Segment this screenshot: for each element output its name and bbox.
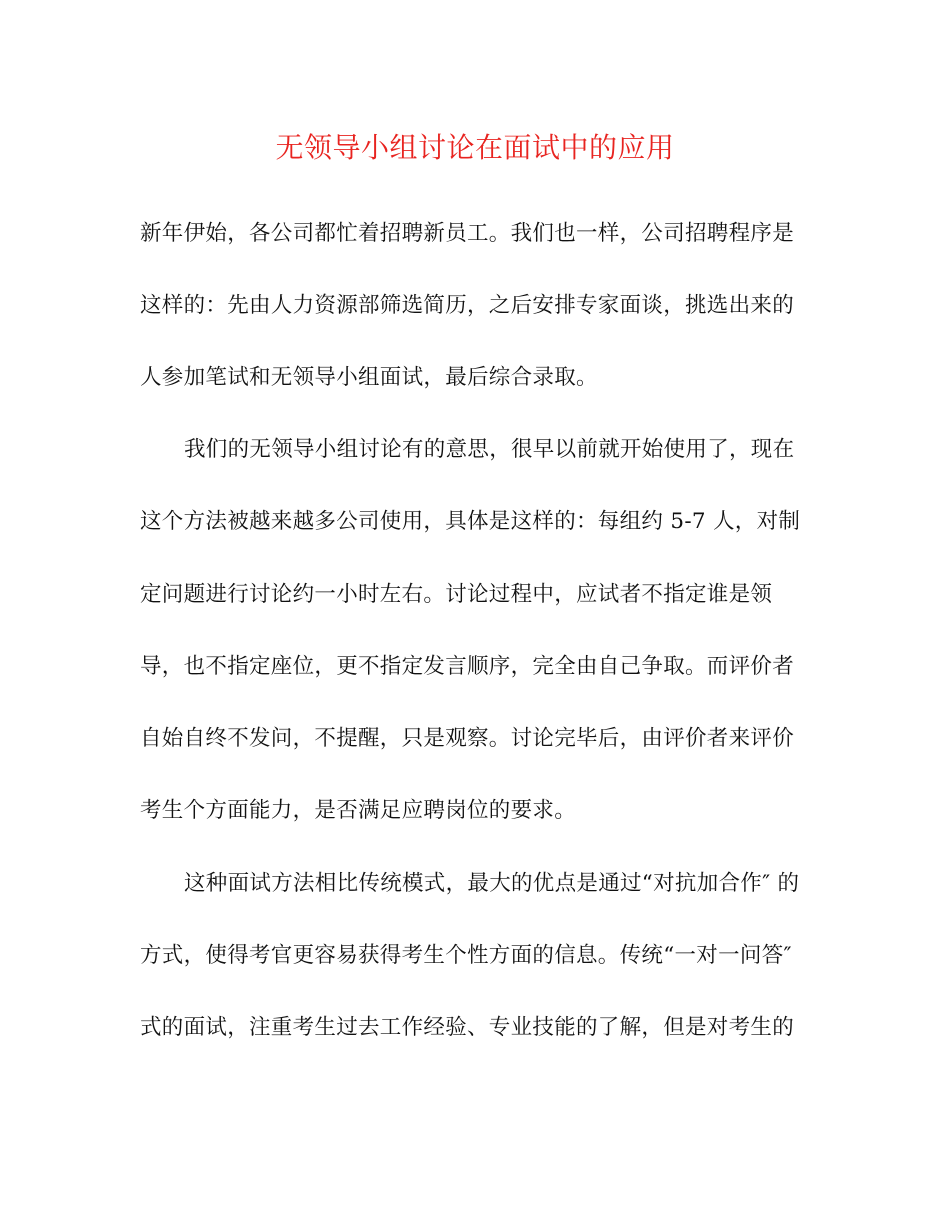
paragraph-3-line-1: 这种面试方法相比传统模式，最大的优点是通过“对抗加合作″ 的 — [184, 871, 800, 896]
paragraph-2-line-2: 这个方法被越来越多公司使用，具体是这样的：每组约 5-7 人，对制 — [140, 509, 801, 534]
paragraph-2-line-6: 考生个方面能力，是否满足应聘岗位的要求。 — [140, 798, 577, 823]
paragraph-1-line-3: 人参加笔试和无领导小组面试，最后综合录取。 — [140, 365, 598, 390]
paragraph-3-line-3: 式的面试，注重考生过去工作经验、专业技能的了解，但是对考生的 — [140, 1015, 795, 1040]
paragraph-1-line-2: 这样的：先由人力资源部筛选简历，之后安排专家面谈，挑选出来的 — [140, 293, 795, 318]
paragraph-2-line-4: 导，也不指定座位，更不指定发言顺序，完全由自己争取。而评价者 — [140, 654, 795, 679]
paragraph-3-line-2: 方式，使得考官更容易获得考生个性方面的信息。传统“一对一问答″ — [140, 943, 792, 968]
paragraph-1-line-1: 新年伊始，各公司都忙着招聘新员工。我们也一样，公司招聘程序是 — [140, 221, 795, 246]
paragraph-2-line-3: 定问题进行讨论约一小时左右。讨论过程中，应试者不指定谁是领 — [140, 582, 773, 607]
paragraph-2-line-1: 我们的无领导小组讨论有的意思，很早以前就开始使用了，现在 — [184, 437, 795, 462]
document-title: 无领导小组讨论在面试中的应用 — [275, 131, 675, 164]
paragraph-2-line-5: 自始自终不发问，不提醒，只是观察。讨论完毕后，由评价者来评价 — [140, 726, 795, 751]
